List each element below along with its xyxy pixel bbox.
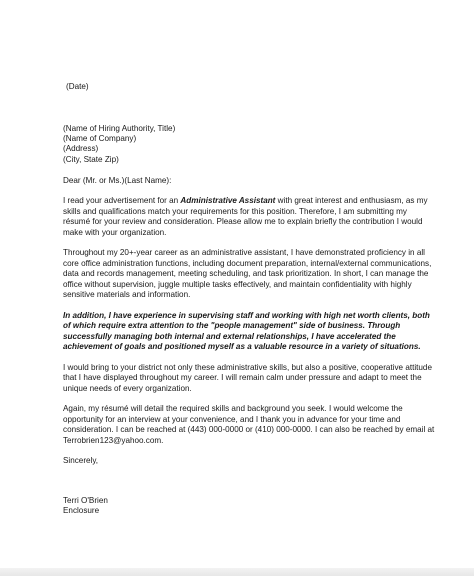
- paragraph-skills: [63, 363, 433, 394]
- cover-letter: [63, 82, 433, 517]
- enclosure-note: Enclosure: [63, 506, 100, 516]
- paragraph-line: unique needs of every organization.: [63, 383, 192, 393]
- paragraph-line: sensitive materials and information.: [63, 290, 191, 300]
- paragraph-experience: [63, 248, 433, 300]
- address-line: (Address): [63, 144, 99, 154]
- paragraph-highlight: [63, 311, 433, 353]
- paragraph-closing: [63, 404, 433, 446]
- paragraph-line: opportunity for an interview at your convenience, and I thank you in advance for your time and: [63, 414, 401, 424]
- paragraph-line: Again, my résumé will detail the required skills and background you seek. I would welcome the: [63, 404, 403, 414]
- paragraph-line: achievement of goals and positioned myself as a valuable resource in a variety of situations.: [63, 342, 421, 352]
- paragraph-line: make with your organization.: [63, 227, 167, 237]
- address-line: (Name of Company): [63, 134, 137, 143]
- address-line: (Name of Hiring Authority, Title): [63, 123, 176, 133]
- signer-name: Terri O'Brien: [63, 495, 108, 505]
- job-title: Administrative Assistant: [180, 196, 276, 206]
- paragraph-line: In addition, I have experience in supervising staff and working with high net worth clients, both: [63, 310, 430, 320]
- paragraph-line: I would bring to your district not only these administrative skills, but also a positive, cooperative attitude: [63, 362, 432, 372]
- paragraph-line: data and records management, meeting scheduling, and task prioritization. In short, I can manage the: [63, 269, 429, 279]
- paragraph-line: Throughout my 20+-year career as an administrative assistant, I have demonstrated proficiency in all: [63, 248, 425, 258]
- paragraph-line: office without supervision, juggle multiple tasks effectively, and maintain confidentiality with highly: [63, 279, 412, 289]
- address-line: (City, State Zip): [63, 154, 119, 164]
- text-run: with great interest and enthusiasm, as my: [275, 196, 428, 206]
- paragraph-line: of which require extra attention to the "people management" side of business. Through: [63, 321, 401, 331]
- paragraph-line: Terrobrien123@yahoo.com.: [63, 435, 164, 445]
- recipient-address: [63, 124, 433, 166]
- salutation: Dear (Mr. or Ms.)(Last Name):: [63, 175, 172, 185]
- paragraph-line: [63, 196, 433, 206]
- page-bottom-edge: [0, 568, 474, 576]
- text-run: I read your advertisement for an: [63, 196, 181, 206]
- paragraph-intro: [63, 196, 433, 238]
- paragraph-line: résumé for your review and consideration. Please allow me to explain briefly the contribution I would: [63, 217, 423, 227]
- paragraph-line: consideration. I can be reached at (443) 000-0000 or (410) 000-0000. I can also be reached by email at: [63, 425, 435, 435]
- paragraph-line: skills and qualifications match your requirements for this position. Therefore, I am submitting my: [63, 206, 407, 216]
- paragraph-line: core office administration functions, including document preparation, internal/external communications,: [63, 258, 432, 268]
- paragraph-line: successfully managing both internal and external relationships, I have accelerated the: [63, 331, 396, 341]
- date-line: (Date): [66, 82, 89, 91]
- paragraph-line: that I have displayed throughout my career. I will remain calm under pressure and adapt to meet the: [63, 373, 422, 383]
- closing: Sincerely,: [63, 456, 99, 466]
